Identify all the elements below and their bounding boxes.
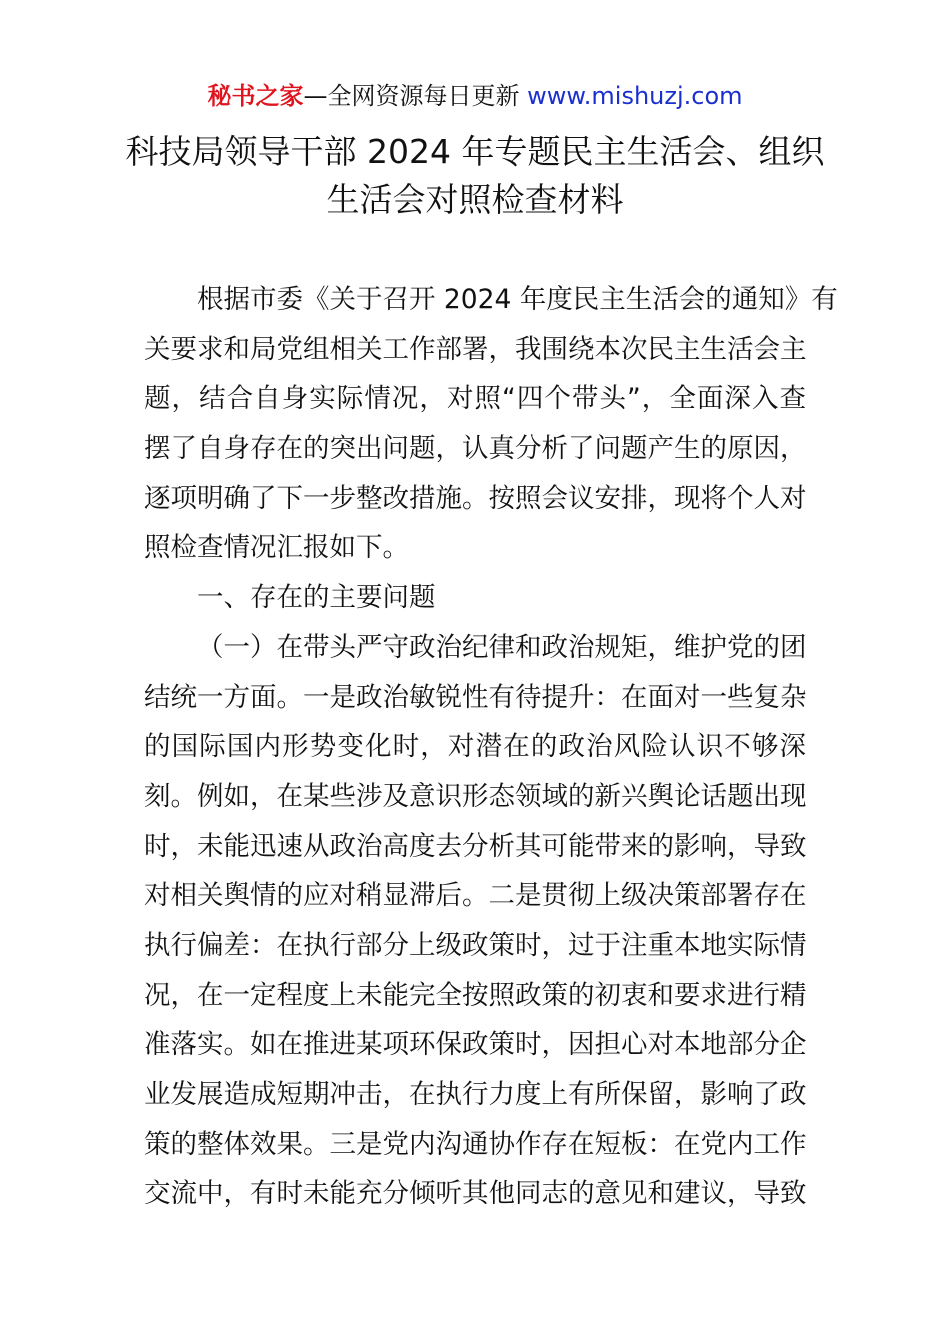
body-line: （一）在带头严守政治纪律和政治规矩，维护党的团 bbox=[197, 631, 807, 663]
title-line-1: 科技局领导干部 2024 年专题民主生活会、组织 bbox=[125, 132, 825, 171]
body-line: 摆了自身存在的突出问题，认真分析了问题产生的原因， bbox=[144, 433, 807, 465]
title-line-2: 生活会对照检查材料 bbox=[326, 180, 624, 219]
body-line: 策的整体效果。三是党内沟通协作存在短板：在党内工作 bbox=[144, 1128, 807, 1160]
body-line: 结统一方面。一是政治敏锐性有待提升：在面对一些复杂 bbox=[144, 681, 807, 713]
body-line: 刻。例如，在某些涉及意识形态领域的新兴舆论话题出现 bbox=[144, 780, 807, 812]
site-tagline: —全网资源每日更新 bbox=[303, 82, 528, 110]
body-line: 时，未能迅速从政治高度去分析其可能带来的影响，导致 bbox=[144, 830, 807, 862]
body-line: 况，在一定程度上未能完全按照政策的初衷和要求进行精 bbox=[144, 979, 807, 1011]
body-line: 执行偏差：在执行部分上级政策时，过于注重本地实际情 bbox=[144, 929, 807, 961]
site-header bbox=[0, 80, 950, 112]
body-line: 业发展造成短期冲击，在执行力度上有所保留，影响了政 bbox=[144, 1079, 807, 1110]
body-line: 对相关舆情的应对稍显滞后。二是贯彻上级决策部署存在 bbox=[144, 880, 807, 912]
document-body bbox=[144, 275, 838, 1219]
body-line: 准落实。如在推进某项环保政策时，因担心对本地部分企 bbox=[144, 1029, 807, 1061]
document-title bbox=[120, 128, 830, 224]
body-line: 根据市委《关于召开 2024 年度民主生活会的通知》有 bbox=[197, 284, 838, 315]
body-line: 照检查情况汇报如下。 bbox=[144, 532, 409, 564]
body-line: 逐项明确了下一步整改措施。按照会议安排，现将个人对 bbox=[144, 482, 807, 514]
site-url-link[interactable]: www.mishuzj.com bbox=[527, 82, 743, 110]
section-heading: 一、存在的主要问题 bbox=[197, 582, 436, 614]
body-line: 关要求和局党组相关工作部署，我围绕本次民主生活会主 bbox=[144, 333, 807, 365]
body-line: 题，结合自身实际情况，对照“四个带头”，全面深入查 bbox=[144, 383, 806, 415]
body-line: 的国际国内形势变化时，对潜在的政治风险认识不够深 bbox=[144, 731, 806, 763]
site-name: 秘书之家 bbox=[207, 82, 304, 110]
body-line: 交流中，有时未能充分倾听其他同志的意见和建议，导致 bbox=[144, 1178, 807, 1210]
